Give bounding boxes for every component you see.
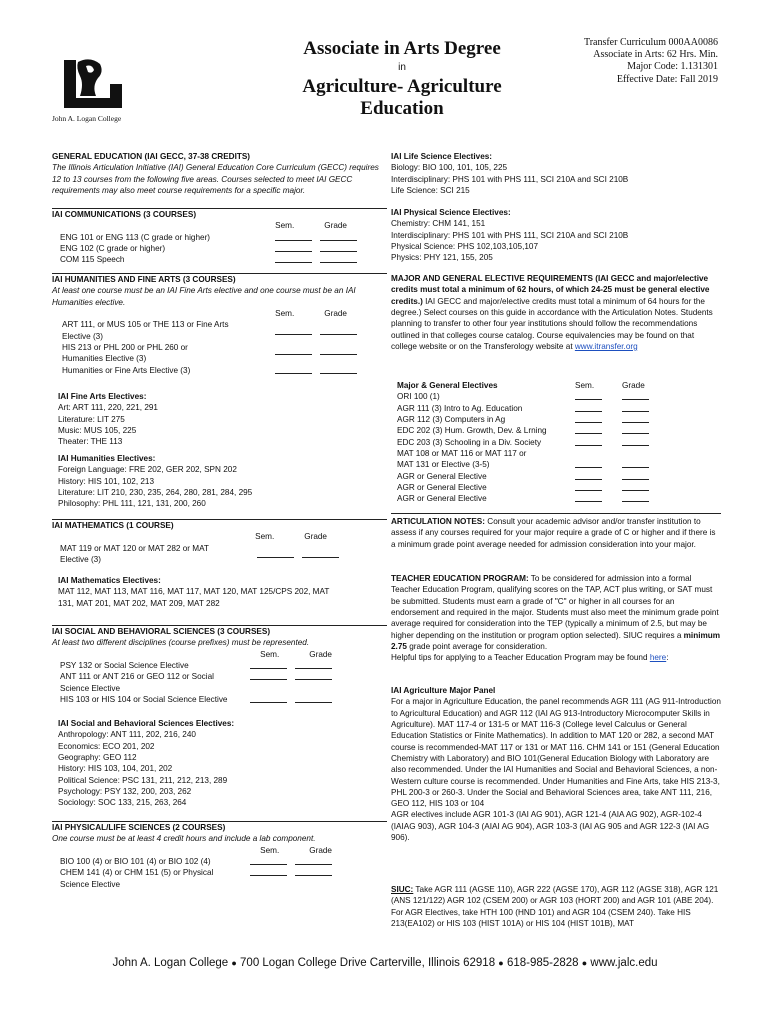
sem-blank[interactable] bbox=[575, 482, 602, 491]
soc-row bbox=[52, 694, 387, 705]
math-section bbox=[52, 519, 387, 565]
sem-blank[interactable] bbox=[275, 254, 312, 263]
page-footer bbox=[0, 956, 770, 972]
sem-blank[interactable] bbox=[257, 549, 294, 558]
fine-arts-line: Theater: THE 113 bbox=[58, 437, 123, 447]
transfer-curriculum: Transfer Curriculum 000AA0086 bbox=[583, 37, 718, 48]
math-row bbox=[52, 543, 387, 566]
hum-el-line: Literature: LIT 210, 230, 235, 264, 280, 281, 284, 295 bbox=[58, 487, 253, 497]
sem-label: Sem. bbox=[255, 532, 275, 542]
course-line: ART 111, or MUS 105 or THE 113 or Fine Arts bbox=[62, 320, 229, 330]
soc-el-line: Economics: ECO 201, 202 bbox=[58, 741, 155, 751]
grade-label: Grade bbox=[324, 308, 347, 318]
grade-blank[interactable] bbox=[320, 243, 357, 252]
soc-el-line: Sociology: SOC 133, 215, 263, 264 bbox=[58, 798, 187, 808]
course-line: Elective (3) bbox=[60, 554, 101, 564]
sem-label: Sem. bbox=[260, 649, 280, 659]
grade-blank[interactable] bbox=[320, 346, 357, 355]
logo-icon bbox=[56, 56, 126, 114]
grade-blank[interactable] bbox=[295, 660, 332, 669]
sem-blank[interactable] bbox=[250, 856, 287, 865]
life-line: Interdisciplinary: PHS 101 with PHS 111, SCI 210A and SCI 210B bbox=[391, 174, 629, 184]
course-line: Science Elective bbox=[60, 879, 121, 889]
grade-label: Grade bbox=[309, 649, 332, 659]
life-title: IAI Life Science Electives: bbox=[391, 152, 493, 161]
grade-blank[interactable] bbox=[295, 856, 332, 865]
course-label: AGR 112 (3) Computers in Ag bbox=[397, 414, 506, 424]
degree-title: Associate in Arts Degree bbox=[303, 38, 501, 59]
sem-blank[interactable] bbox=[250, 867, 287, 876]
humanities-section bbox=[52, 273, 387, 376]
siuc-text: Take AGR 111 (AGSE 110), AGR 222 (AGSE 170), AGR 112 (AGSE 318), AGR 121 (ANS 121/122) AGR 102 (CSEM 200) or AGR 103 (HORT 200) and AGR 101 (ABE 204). For AGR Electives, take HTH 100 (HND 101) and AGR 104 (CSEM 240). Take HIS 213(EA102) or HIS 103 (HIST 101A) or HIS 104 (HIST 101B), MAT bbox=[391, 885, 719, 928]
bullet-icon: ● bbox=[581, 958, 588, 968]
grade-blank[interactable] bbox=[622, 471, 649, 480]
sem-blank[interactable] bbox=[575, 391, 602, 400]
grade-label: Grade bbox=[324, 221, 347, 231]
teach-bold: minimum 2.75 bbox=[391, 630, 721, 651]
soc-el-title: IAI Social and Behavioral Sciences Electives: bbox=[58, 719, 235, 728]
life-line: Life Science: SCI 215 bbox=[391, 185, 470, 195]
course-label: ENG 102 (C grade or higher) bbox=[60, 243, 166, 253]
fine-arts-line: Music: MUS 105, 225 bbox=[58, 425, 137, 435]
sem-blank[interactable] bbox=[275, 326, 312, 335]
physical-line: Physical Science: PHS 102,103,105,107 bbox=[391, 241, 539, 251]
sem-blank[interactable] bbox=[250, 694, 287, 703]
course-line: Elective (3) bbox=[62, 331, 103, 341]
math-el-title: IAI Mathematics Electives: bbox=[58, 576, 161, 585]
footer-address: 700 Logan College Drive Carterville, Illinois 62918 bbox=[240, 957, 496, 969]
soc-title: IAI SOCIAL AND BEHAVIORAL SCIENCES (3 COURSES) bbox=[52, 627, 271, 636]
major-title: MAJOR AND GENERAL ELECTIVE REQUIREMENTS (IAI GECC and major/elective credits must total a minimum of 62 hours, of which 24-25 must be general elective credits.) bbox=[391, 274, 710, 306]
fine-arts-line: Art: ART 111, 220, 221, 291 bbox=[58, 403, 158, 413]
bullet-icon: ● bbox=[231, 958, 237, 968]
hum-el-line: Philosophy: PHL 111, 121, 131, 200, 260 bbox=[58, 499, 206, 509]
mj-row bbox=[391, 482, 721, 493]
sem-blank[interactable] bbox=[575, 414, 602, 423]
fine-arts-title: IAI Fine Arts Electives: bbox=[58, 392, 147, 401]
soc-row bbox=[52, 671, 387, 694]
grade-blank[interactable] bbox=[622, 482, 649, 491]
math-sem-grade-header bbox=[52, 531, 387, 542]
phys-sem-grade-header bbox=[52, 845, 387, 856]
course-line: CHEM 141 (4) or CHM 151 (5) or Physical bbox=[60, 868, 214, 878]
life-science-electives bbox=[391, 151, 721, 196]
course-label: ORI 100 (1) bbox=[397, 392, 440, 402]
math-el-line: 131, MAT 201, MAT 202, MAT 209, MAT 282 bbox=[58, 598, 220, 608]
sem-blank[interactable] bbox=[575, 437, 602, 446]
course-label: HIS 103 or HIS 104 or Social Science Elective bbox=[60, 694, 228, 704]
soc-note: At least two different disciplines (course prefixes) must be represented. bbox=[52, 638, 310, 648]
in-label: in bbox=[398, 62, 406, 73]
physical-line: Interdisciplinary: PHS 101 with PHS 111, SCI 210A and SCI 210B bbox=[391, 230, 629, 240]
soc-row bbox=[52, 660, 387, 671]
grade-blank[interactable] bbox=[295, 867, 332, 876]
comm-sem-grade-header bbox=[52, 220, 387, 231]
effective-date: Effective Date: Fall 2019 bbox=[616, 73, 718, 85]
phys-row bbox=[52, 867, 387, 890]
physical-life-section bbox=[52, 821, 387, 890]
help-link[interactable]: here bbox=[649, 653, 667, 663]
grade-blank[interactable] bbox=[622, 414, 649, 423]
min-hours: Associate in Arts: 62 Hrs. Min. bbox=[593, 49, 718, 61]
soc-el-line: Political Science: PSC 131, 211, 212, 213, 289 bbox=[58, 775, 228, 785]
mj-row bbox=[391, 414, 721, 425]
course-label: AGR or General Elective bbox=[397, 471, 487, 481]
course-line: MAT 119 or MAT 120 or MAT 282 or MAT bbox=[60, 543, 209, 553]
bullet-icon: ● bbox=[498, 958, 504, 968]
teach-tail: grade point average for consideration. bbox=[406, 641, 548, 651]
hum-row bbox=[52, 319, 387, 342]
fine-arts-electives bbox=[52, 391, 387, 448]
social-section bbox=[52, 625, 387, 705]
soc-el-line: Anthropology: ANT 111, 202, 216, 240 bbox=[58, 730, 196, 740]
comm-title: IAI COMMUNICATIONS (3 COURSES) bbox=[52, 210, 197, 219]
physical-line: Chemistry: CHM 141, 151 bbox=[391, 219, 486, 229]
course-label bbox=[60, 671, 242, 694]
fine-arts-line: Literature: LIT 275 bbox=[58, 414, 125, 424]
footer-phone: 618-985-2828 bbox=[506, 957, 579, 969]
social-electives bbox=[52, 718, 387, 809]
mj-row bbox=[391, 493, 721, 504]
mj-head: Major & General Electives bbox=[397, 381, 498, 390]
artic-label: ARTICULATION NOTES: bbox=[391, 517, 485, 526]
sem-blank[interactable] bbox=[275, 365, 312, 374]
phys-title: IAI PHYSICAL/LIFE SCIENCES (2 COURSES) bbox=[52, 823, 226, 832]
course-label bbox=[62, 319, 267, 342]
course-label bbox=[62, 342, 267, 365]
itransfer-link[interactable]: www.itransfer.org bbox=[574, 341, 638, 351]
college-logo bbox=[56, 56, 136, 117]
course-label: MAT 131 or Elective (3-5) bbox=[397, 460, 490, 470]
hum-row bbox=[52, 365, 387, 376]
sem-blank[interactable] bbox=[250, 671, 287, 680]
course-label bbox=[60, 543, 249, 566]
course-label: EDC 202 (3) Hum. Growth, Dev. & Lrning bbox=[397, 426, 547, 436]
sem-label: Sem. bbox=[275, 221, 295, 231]
hum-sem-grade-header bbox=[52, 308, 387, 319]
siuc-label: SIUC: bbox=[391, 885, 414, 894]
hum-el-title: IAI Humanities Electives: bbox=[58, 454, 156, 463]
program-title-line1: Agriculture- Agriculture bbox=[302, 76, 502, 97]
sem-label: Sem. bbox=[260, 845, 280, 855]
teach-text: To be considered for admission into a formal Teacher Education Program, qualifying scores on the TAP, ACT plus writing, or SAT must be submitted. Students must earn a grade of "C" or higher in all courses for an endorsement and required in the major. Students must also meet the minimum grade point average required for consideration into the TEP (typically a minimum of 2.5, but may be higher depending on the institution or program option selected). SIUC requires a bbox=[391, 574, 719, 640]
course-line: HIS 213 or PHL 200 or PHL 260 or bbox=[62, 342, 188, 352]
grade-label: Grade bbox=[304, 532, 327, 542]
course-label: MAT 108 or MAT 116 or MAT 117 or bbox=[397, 448, 527, 458]
sem-label: Sem. bbox=[575, 381, 595, 390]
mj-header bbox=[391, 380, 721, 391]
mj-row bbox=[391, 459, 721, 470]
sem-blank[interactable] bbox=[275, 346, 312, 355]
comm-row bbox=[52, 232, 387, 243]
artic-text: Consult your academic advisor and/or transfer institution to assess if any courses required for your major require a grade of C or higher and if there is a minimum grade point average needed for admission consideration into your major. bbox=[391, 517, 716, 549]
mj-row bbox=[391, 448, 721, 459]
sem-blank[interactable] bbox=[575, 459, 602, 468]
course-label: PSY 132 or Social Science Elective bbox=[60, 660, 189, 670]
course-label: AGR or General Elective bbox=[397, 494, 487, 504]
course-label: AGR 111 (3) Intro to Ag. Education bbox=[397, 403, 523, 413]
footer-college: John A. Logan College bbox=[112, 957, 229, 969]
program-title bbox=[262, 76, 542, 121]
hum-el-line: Foreign Language: FRE 202, GER 202, SPN 202 bbox=[58, 465, 237, 475]
math-electives bbox=[52, 575, 387, 609]
comm-row bbox=[52, 243, 387, 254]
mj-row bbox=[391, 437, 721, 448]
major-code: Major Code: 1.131301 bbox=[627, 61, 718, 73]
course-line: ANT 111 or ANT 216 or GEO 112 or Social bbox=[60, 672, 214, 682]
major-text: IAI GECC and major/elective credits must total a minimum of 64 hours for the degree.) Select courses on this guide in accordance with the Articulation Notes. Students planning to transfer to other four year institutions should follow the recommendations outlined in that colleges course catalog. Course equivalencies may be found on that college website or on the Transferology website at bbox=[391, 296, 713, 351]
program-title-line2: Education bbox=[360, 98, 444, 120]
humanities-electives bbox=[52, 453, 387, 510]
phys-note: One course must be at least 4 credit hours and include a lab component. bbox=[52, 834, 316, 844]
grade-blank[interactable] bbox=[622, 425, 649, 434]
communications-section bbox=[52, 208, 387, 266]
logo-caption: John A. Logan College bbox=[52, 114, 122, 123]
phys-row bbox=[52, 856, 387, 867]
sem-blank[interactable] bbox=[275, 243, 312, 252]
grade-blank[interactable] bbox=[320, 365, 357, 374]
sem-blank[interactable] bbox=[575, 493, 602, 502]
footer-website[interactable]: www.jalc.edu bbox=[590, 957, 658, 969]
grade-blank[interactable] bbox=[622, 493, 649, 502]
grade-blank[interactable] bbox=[295, 671, 332, 680]
physical-science-electives bbox=[391, 207, 721, 264]
soc-sem-grade-header bbox=[52, 649, 387, 660]
help-text: Helpful tips for applying to a Teacher Education Program may be found bbox=[391, 653, 650, 663]
grade-label: Grade bbox=[622, 381, 645, 390]
physical-title: IAI Physical Science Electives: bbox=[391, 208, 511, 217]
articulation-notes bbox=[391, 513, 721, 550]
course-label: ENG 101 or ENG 113 (C grade or higher) bbox=[60, 232, 211, 242]
grade-label: Grade bbox=[309, 845, 332, 855]
grade-blank[interactable] bbox=[622, 403, 649, 412]
life-line: Biology: BIO 100, 101, 105, 225 bbox=[391, 163, 508, 173]
mj-row bbox=[391, 471, 721, 482]
mj-row bbox=[391, 425, 721, 436]
gen-ed-section bbox=[52, 151, 387, 196]
course-label: BIO 100 (4) or BIO 101 (4) or BIO 102 (4) bbox=[60, 856, 211, 866]
panel-text: For a major in Agriculture Education, the panel recommends AGR 111 (AG 911-Introduction to Agricultural Education) and AGR 112 (IAI AG 913-Introductory Microcomputer Skills in Agriculture). MAT 117-4 or 131-5 or MAT 116-3 (College level Calculus or General Education Statistics or Finite Mathematics). In addition to MAT 120 or 282, a second MAT course is recommended-MAT 117 or 131 or MAT 116. CHM 141 or 151 (General Education Chemistry with Laboratory) and BIO 101(General Education Biology with Laboratory are also recommended. Under the IAI Humanities and Social and Behavioral Sciences, a non-Western culture course is recommended. Under Humanities and Fine Arts, take HIS 213-3, PHL 200-3 or 260-3. Under the Social and Behavioral Sciences area, take ANT 111, 216, GEO 112, HIS 103 or 104 bbox=[391, 697, 721, 809]
sem-blank[interactable] bbox=[575, 403, 602, 412]
soc-el-line: History: HIS 103, 104, 201, 202 bbox=[58, 764, 173, 774]
hum-row bbox=[52, 342, 387, 365]
course-label: Humanities or Fine Arts Elective (3) bbox=[62, 365, 191, 375]
math-title: IAI MATHEMATICS (1 COURSE) bbox=[52, 521, 174, 530]
gen-ed-title: GENERAL EDUCATION (IAI GECC, 37-38 CREDITS) bbox=[52, 152, 251, 161]
curriculum-info bbox=[584, 37, 718, 86]
course-label: EDC 203 (3) Schooling in a Div. Society bbox=[397, 437, 542, 447]
siuc-notes bbox=[391, 884, 721, 929]
course-line: Science Elective bbox=[60, 683, 121, 693]
physical-line: Physics: PHY 121, 155, 205 bbox=[391, 253, 493, 263]
sem-blank[interactable] bbox=[250, 660, 287, 669]
teach-label: TEACHER EDUCATION PROGRAM: bbox=[391, 574, 529, 583]
course-label: COM 115 Speech bbox=[60, 255, 125, 265]
panel-text2: AGR electives include AGR 101-3 (IAI AG 901), AGR 121-4 (AIA AG 902), AGR-102-4 (IAIAG 903), AGR 104-3 (AIAI AG 904), AGR 103-3 (IAI AG 905 and AGR 122-3 (IAI AG 906). bbox=[391, 810, 710, 843]
sem-blank[interactable] bbox=[275, 232, 312, 241]
mj-row bbox=[391, 403, 721, 414]
sem-blank[interactable] bbox=[575, 471, 602, 480]
grade-blank[interactable] bbox=[622, 391, 649, 400]
course-label bbox=[60, 867, 242, 890]
grade-blank[interactable] bbox=[295, 694, 332, 703]
grade-blank[interactable] bbox=[320, 326, 357, 335]
mj-row bbox=[391, 391, 721, 402]
sem-blank[interactable] bbox=[575, 425, 602, 434]
grade-blank[interactable] bbox=[302, 549, 339, 558]
grade-blank[interactable] bbox=[622, 437, 649, 446]
agriculture-panel bbox=[391, 685, 721, 843]
grade-blank[interactable] bbox=[320, 254, 357, 263]
major-requirements bbox=[391, 273, 721, 352]
hum-el-line: History: HIS 101, 102, 213 bbox=[58, 476, 155, 486]
panel-title: IAI Agriculture Major Panel bbox=[391, 686, 496, 695]
soc-el-line: Psychology: PSY 132, 200, 203, 262 bbox=[58, 786, 192, 796]
grade-blank[interactable] bbox=[622, 459, 649, 468]
soc-el-line: Geography: GEO 112 bbox=[58, 752, 137, 762]
comm-row bbox=[52, 254, 387, 265]
sem-label: Sem. bbox=[275, 308, 295, 318]
gen-ed-note: The Illinois Articulation Initiative (IAI) General Education Core Curriculum (GECC) requires 12 to 13 courses from the following five areas. Courses selected to meet IAI GECC requirements may also meet course requirements for a specific major. bbox=[52, 163, 379, 195]
course-line: Humanities Elective (3) bbox=[62, 354, 147, 364]
course-label: AGR or General Elective bbox=[397, 482, 487, 492]
grade-blank[interactable] bbox=[320, 232, 357, 241]
teacher-education: TEACHER EDUCATION PROGRAM: To be considered for admission into a formal Teacher Education Program, qualifying scores on the TAP, ACT plus writing, or SAT must be submitted. Students must earn a grade of "C" or higher in all courses for an endorsement and required in the major. Students must also meet the minimum grade point average required for consideration into the TEP (typically a minimum of 2.5, but may be higher depending on the institution or program option selected). SIUC requires a minimum 2.75 grade point average for consideration. Helpful tips for applying to a Teacher Education Program may be found here: bbox=[391, 574, 721, 663]
major-electives-table bbox=[391, 380, 721, 504]
hum-title: IAI HUMANITIES AND FINE ARTS (3 COURSES) bbox=[52, 275, 236, 284]
hum-note: At least one course must be an IAI Fine Arts elective and one course must be an IAI Humanities elective. bbox=[52, 286, 356, 307]
math-el-line: MAT 112, MAT 113, MAT 116, MAT 117, MAT 120, MAT 125/CPS 202, MAT bbox=[58, 587, 330, 597]
